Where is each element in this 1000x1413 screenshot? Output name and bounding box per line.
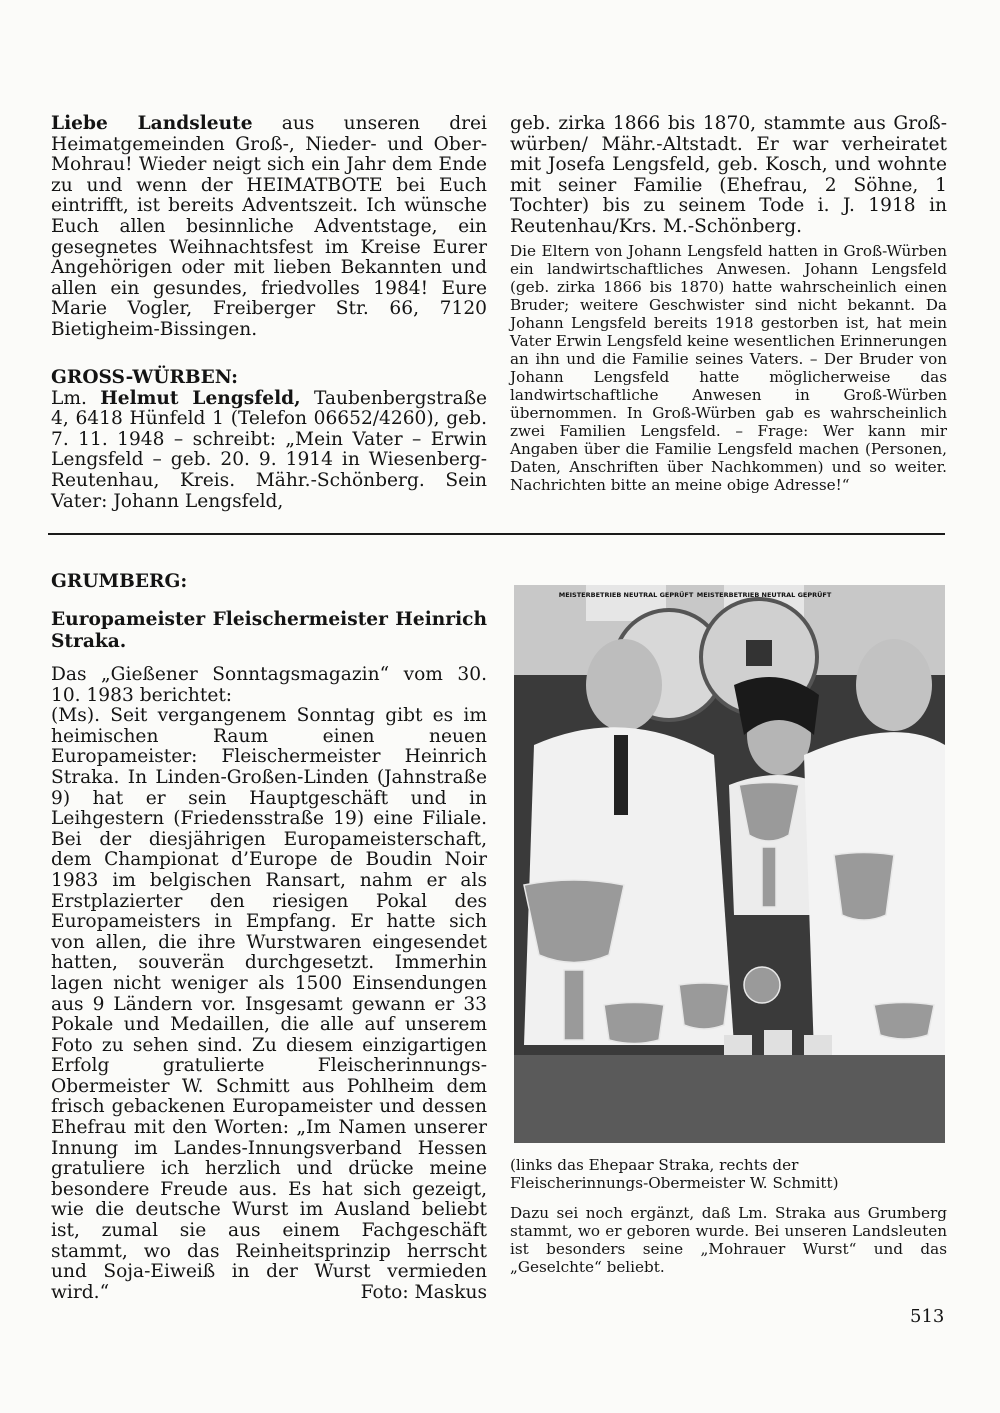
entry-name: Helmut Lengsfeld, xyxy=(100,387,301,409)
article-body xyxy=(51,706,487,1303)
lengsfeld-entry xyxy=(51,389,487,513)
greeting-paragraph xyxy=(51,114,487,341)
article-body-text: (Ms). Seit vergangenem Sonntag gibt es im heimischen Raum einen neuen Europameister: Fleischermeister Heinrich Straka. In Linden-Großen-Linden (Jahnstraße 9) hat er sein Hauptgeschäft und in Leihgestern (Friedensstraße 19) eine Filiale. Bei der diesjährigen Europameisterschaft, dem Championat d’Europe de Boudin Noir 1983 im belgischen Ransart, nahm er als Erstplazierter den riesigen Pokal des Europameisters in Empfang. Er hatte sich von allen, die ihre Wurstwaren eingesendet hatten, souverän durchgesetzt. Immerhin lagen nicht weniger als 1500 Einsendungen aus 9 Ländern vor. Insgesamt gewann er 33 Pokale und Medaillen, die alle auf unserem Foto zu sehen sind. Zu diesem einzigartigen Erfolg gratulierte Fleischerinnungs-Obermeister W. Schmitt aus Pohlheim dem frisch gebackenen Europameister und dessen Ehefrau mit den Worten: „Im Namen unserer Innung im Landes-Innungsverband Hessen gratuliere ich herzlich und drücke meine besondere Freude aus. Es hat sich gezeigt, wie die deutsche Wurst im Ausland beliebt ist, zumal sie aus einem Fachgeschäft stammt, wo das Reinheitsprinzip herrscht und Soja-Eiweiß in der Wurst vermieden wird.“ xyxy=(51,705,487,1303)
award-photo xyxy=(514,585,945,1143)
entry-text: Taubenbergstraße 4, 6418 Hünfeld 1 (Telefon 06652/4260), geb. 7. 11. 1948 – schreibt: „Mein Vater – Erwin Lengsfeld – geb. 20. 9. 1914 in Wiesenberg-Reutenhau, Kreis. Mähr.-Schönberg. Sein Vater: Johann Lengsfeld, xyxy=(51,387,487,512)
lengsfeld-small-text: Die Eltern von Johann Lengsfeld hatten in Groß-Würben ein landwirtschaftliches Anwesen. Johann Lengsfeld (geb. zirka 1866 bis 1870) hatte wahrscheinlich einen Bruder; weitere Geschwister sind nicht bekannt. Da Johann Lengsfeld bereits 1918 gestorben ist, hat mein Vater Erwin Lengsfeld keine wesentlichen Erinnerungen an ihn und die Familie seines Vaters. – Der Bruder von Johann Lengsfeld hatte möglicherweise das landwirtschaftliche Anwesen in Groß-Würben übernommen. In Groß-Würben gab es wahrscheinlich zwei Familien Lengsfeld. – Frage: Wer kann mir Angaben über die Familie Lengsfeld machen (Personen, Daten, Anschriften über Nachkommen) und so weiter. Nachrichten bitte an meine obige Adresse!“ xyxy=(510,241,947,494)
entry-prefix: Lm. xyxy=(51,387,101,409)
photo-illustration xyxy=(514,585,945,1143)
greeting-lead: Liebe Landsleute xyxy=(51,113,253,134)
grumberg-note: Dazu sei noch ergänzt, daß Lm. Straka aus Grumberg stammt, wo er geboren wurde. Bei unseren Landsleuten ist besonders seine „Mohrauer Wurst“ und das „Geselchte“ beliebt. xyxy=(510,1204,947,1276)
lengsfeld-continued: geb. zirka 1866 bis 1870, stammte aus Groß-würben/ Mähr.-Altstadt. Er war verheiratet mit Josefa Lengsfeld, geb. Kosch, und wohnte mit seiner Familie (Ehefrau, 2 Söhne, 1 Tochter) bis zu seinem Tode i. J. 1918 in Reutenhau/Krs. M.-Schönberg. xyxy=(510,113,947,237)
top-left-column xyxy=(51,114,487,512)
sign-left-text: MEISTERBETRIEB NEUTRAL GEPRÜFT xyxy=(558,591,694,599)
page-number: 513 xyxy=(910,1306,945,1327)
section-heading-gross-wuerben: GROSS-WÜRBEN: xyxy=(51,366,238,388)
article-title: Europameister Fleischermeister Heinrich Straka. xyxy=(51,609,487,652)
article-intro: Das „Gießener Sonntagsmagazin“ vom 30. 10. 1983 berichtet: xyxy=(51,664,487,706)
photo-credit: Foto: Maskus xyxy=(360,1281,487,1303)
bottom-right-column xyxy=(510,1156,947,1276)
sign-right-text: MEISTERBETRIEB NEUTRAL GEPRÜFT xyxy=(696,591,832,599)
bottom-left-column xyxy=(51,571,487,1303)
greeting-text: aus unseren drei Heimatgemeinden Groß-, Nieder- und Ober-Mohrau! Wieder neigt sich ein Jahr dem Ende zu und wenn der HEIMATBOTE bei Euch eintrifft, ist bereits Adventszeit. Ich wünsche Euch allen besinnliche Adventstage, ein gesegnetes Weihnachtsfest im Kreise Eurer Angehörigen oder mit lieben Bekannten und allen ein gesundes, friedvolles 1984! Eure Marie Vogler, Freiberger Str. 66, 7120 Bietigheim-Bissingen. xyxy=(51,113,487,340)
section-heading-grumberg: GRUMBERG: xyxy=(51,571,188,592)
section-divider xyxy=(48,533,945,535)
photo-caption: (links das Ehepaar Straka, rechts der Fleischerinnungs-Obermeister W. Schmitt) xyxy=(510,1156,839,1192)
top-right-column xyxy=(510,114,947,494)
